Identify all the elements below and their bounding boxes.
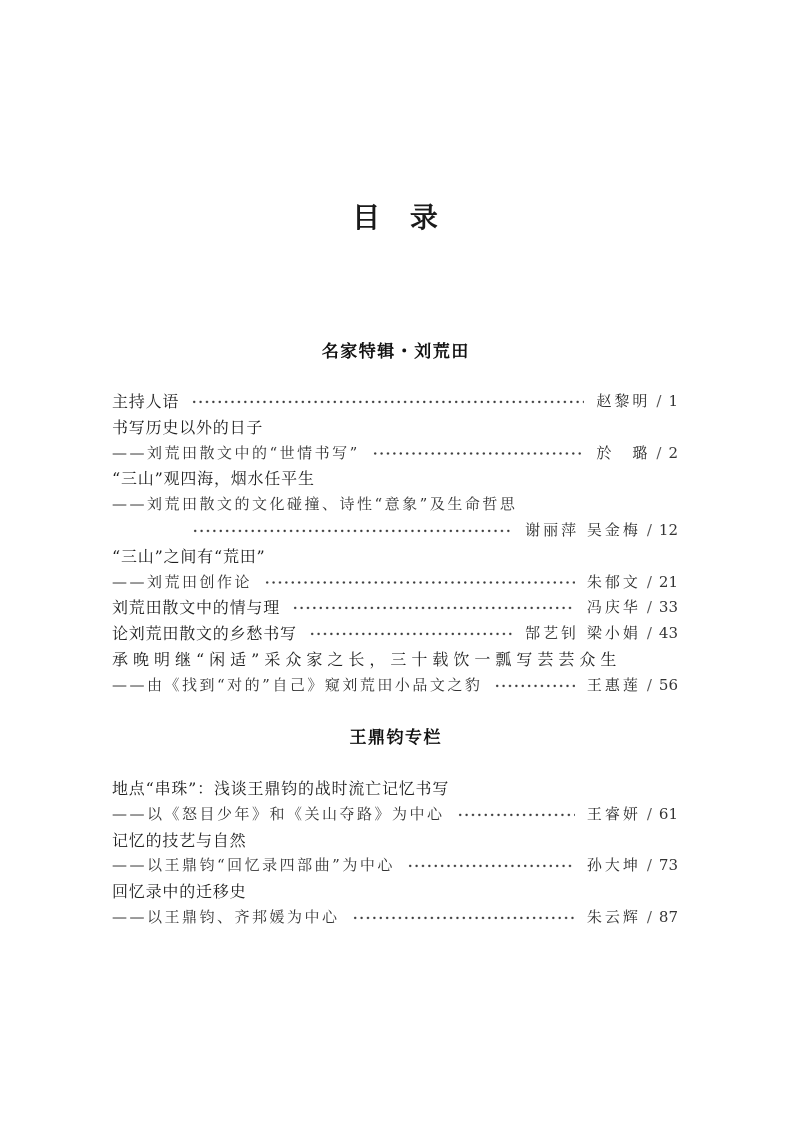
toc-entry-subtitle: ——以《怒目少年》和《关山夺路》为中心 xyxy=(112,804,445,823)
toc-page-number: 43 xyxy=(658,624,678,643)
toc-page-number: 2 xyxy=(668,443,678,462)
toc-row xyxy=(112,466,678,492)
toc-author: 朱郁文 xyxy=(586,572,641,591)
toc-entry-title: 承晚明继“闲适”采众家之长，三十载饮一瓢写芸芸众生 xyxy=(112,649,622,669)
toc-entry-subtitle: ——刘荒田创作论 xyxy=(112,572,253,591)
toc-entry-title: 论刘荒田散文的乡愁书写 xyxy=(112,624,297,644)
toc-row xyxy=(112,595,678,621)
toc-separator: / xyxy=(656,443,662,462)
toc-page-number: 33 xyxy=(658,598,678,617)
toc-leader-dots xyxy=(407,853,575,879)
toc-entry-title: 书写历史以外的日子 xyxy=(112,417,264,437)
toc-separator: / xyxy=(646,856,652,875)
toc-entry-subtitle: ——刘荒田散文中的“世情书写” xyxy=(112,443,360,462)
toc-page-number: 21 xyxy=(658,572,678,591)
toc-row xyxy=(112,570,678,596)
toc-entry-title: 主持人语 xyxy=(112,392,180,411)
toc-section-list xyxy=(112,389,678,699)
toc-page-number: 12 xyxy=(658,520,678,539)
toc-row xyxy=(112,905,678,931)
toc-entry-title: “三山”之间有“荒田” xyxy=(112,546,266,566)
toc-page-number: 87 xyxy=(658,907,678,926)
toc-row xyxy=(112,544,678,570)
toc-author: 王睿妍 xyxy=(586,804,641,823)
toc-row xyxy=(112,441,678,467)
toc-row xyxy=(112,415,678,441)
toc-entry-title: 地点“串珠”：浅谈王鼎钧的战时流亡记忆书写 xyxy=(112,779,450,798)
toc-separator: / xyxy=(646,804,652,823)
toc-entry-title: 刘荒田散文中的情与理 xyxy=(112,598,281,618)
toc-page-number: 73 xyxy=(658,856,678,875)
toc-author: 郜艺钊 梁小娟 xyxy=(525,624,641,643)
toc-author: 谢丽萍 吴金梅 xyxy=(525,520,641,539)
toc-leader-dots xyxy=(494,673,574,699)
toc-author: 朱云辉 xyxy=(586,907,641,926)
toc-separator: / xyxy=(646,675,652,694)
toc-page-number: 56 xyxy=(658,675,678,694)
toc-row xyxy=(112,621,678,647)
toc-leader-dots xyxy=(264,570,575,596)
toc-entry-title: “三山”观四海，烟水任平生 xyxy=(112,469,315,489)
toc-author: 於 璐 xyxy=(596,443,651,462)
toc-title: 目 录 xyxy=(352,201,448,234)
toc-row xyxy=(112,673,678,699)
toc-page-number: 1 xyxy=(668,392,678,410)
toc-row xyxy=(112,828,678,854)
toc-row xyxy=(112,492,678,518)
toc-author: 赵黎明 xyxy=(596,392,651,410)
toc-leader-dots xyxy=(372,441,585,467)
toc-separator: / xyxy=(646,907,652,926)
toc-section-list xyxy=(112,776,678,931)
toc-leader-dots xyxy=(309,621,513,647)
toc-row xyxy=(112,518,678,544)
toc-leader-dots xyxy=(191,389,584,415)
toc-row xyxy=(112,776,678,802)
toc-author: 冯庆华 xyxy=(586,598,641,617)
toc-entry-subtitle: ——以王鼎钧“回忆录四部曲”为中心 xyxy=(112,856,395,875)
toc-separator: / xyxy=(646,598,652,617)
toc-leader-dots xyxy=(352,905,575,931)
toc-entry-subtitle: ——刘荒田散文的文化碰撞、诗性“意象”及生命哲思 xyxy=(112,495,518,514)
toc-separator: / xyxy=(646,572,652,591)
toc-leader-dots xyxy=(457,802,575,828)
section-heading: 王鼎钧专栏 xyxy=(349,728,442,748)
toc-separator: / xyxy=(646,520,652,539)
toc-entry-title: 记忆的技艺与自然 xyxy=(112,830,247,850)
toc-leader-dots xyxy=(192,518,513,544)
toc-entry-subtitle: ——由《找到“对的”自己》窥刘荒田小品文之豹 xyxy=(112,675,483,694)
toc-row xyxy=(112,879,678,905)
toc-separator: / xyxy=(646,624,652,643)
toc-author: 孙大坤 xyxy=(586,856,641,875)
toc-author: 王惠莲 xyxy=(586,675,641,694)
toc-row xyxy=(112,802,678,828)
toc-leader-dots xyxy=(292,595,575,621)
toc-entry-subtitle: ——以王鼎钧、齐邦媛为中心 xyxy=(112,907,340,926)
toc-row xyxy=(112,647,678,673)
section-heading: 名家特辑・刘荒田 xyxy=(321,342,470,362)
toc-page-number: 61 xyxy=(658,804,678,823)
toc-row xyxy=(112,853,678,879)
toc-entry-title: 回忆录中的迁移史 xyxy=(112,882,247,902)
toc-row xyxy=(112,389,678,415)
toc-separator: / xyxy=(656,392,662,410)
